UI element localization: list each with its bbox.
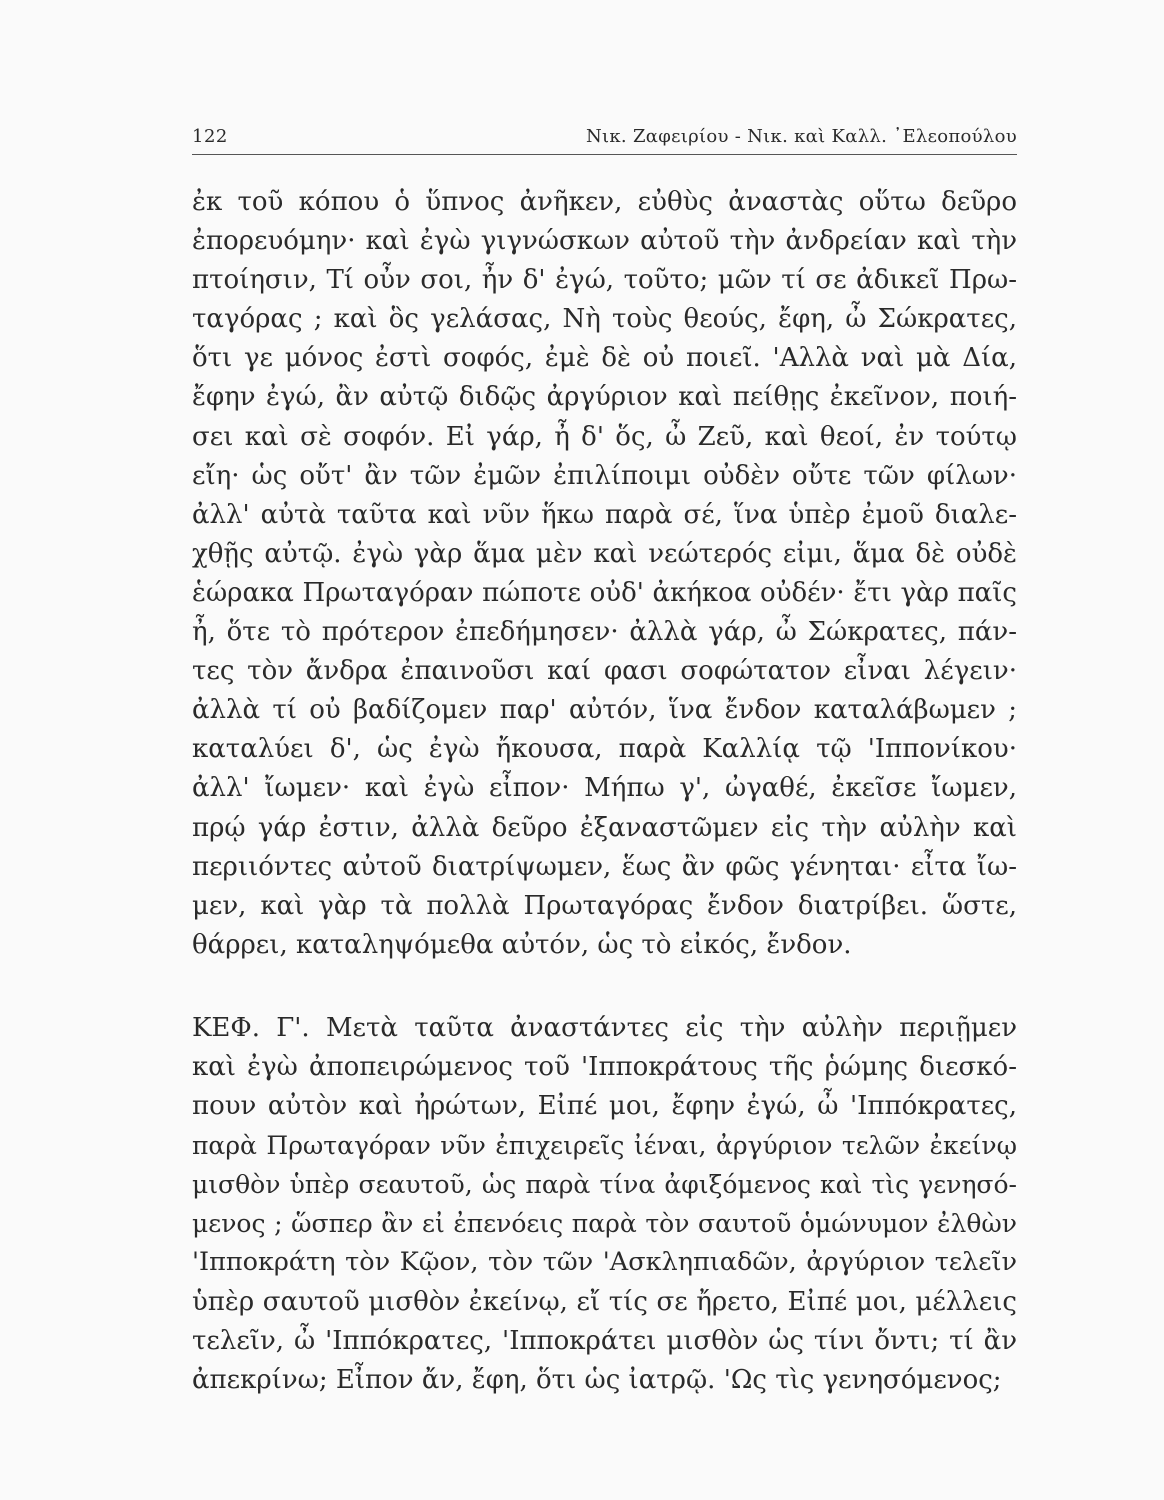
paragraph	[192, 1009, 1017, 1400]
text-line: παρὰ Πρωταγόραν νῦν ἐπιχειρεῖς ἰέναι, ἀργύριον τελῶν ἐκείνῳ	[192, 1131, 1017, 1161]
text-line: πρῴ γάρ ἐστιν, ἀλλὰ δεῦρο ἐξαναστῶμεν εἰς τὴν αὐλὴν καὶ	[192, 812, 1017, 843]
text-line: ὅτι γε μόνος ἐστὶ σοφός, ἐμὲ δὲ οὐ ποιεῖ. 'Αλλὰ ναὶ μὰ Δία,	[192, 343, 1017, 374]
text-line: μισθὸν ὑπὲρ σεαυτοῦ, ὡς παρὰ τίνα ἀφιξόμενος καὶ τὶς γενησό-	[192, 1170, 1017, 1200]
running-head-authors: Νικ. Ζαφειρίου - Νικ. καὶ Καλλ. ᾿Ελεοπούλου	[585, 126, 1017, 147]
text-line: πτοίησιν, Τί οὖν σοι, ἦν δ' ἐγώ, τοῦτο; μῶν τί σε ἀδικεῖ Πρω-	[192, 265, 1017, 296]
running-head	[192, 120, 1017, 155]
text-line: θάρρει, καταληψόμεθα αὐτόν, ὡς τὸ εἰκός, ἔνδον.	[192, 929, 852, 960]
text-line: 'Ιπποκράτη τὸν Κῷον, τὸν τῶν 'Ασκληπιαδῶν, ἀργύριον τελεῖν	[192, 1247, 1017, 1278]
text-line: ταγόρας ; καὶ ὃς γελάσας, Νὴ τοὺς θεούς, ἔφη, ὦ Σώκρατες,	[192, 304, 1017, 335]
text-line: ἀλλ' αὐτὰ ταῦτα καὶ νῦν ἥκω παρὰ σέ, ἵνα ὑπὲρ ἐμοῦ διαλε-	[192, 499, 1017, 530]
text-line: ὑπὲρ σαυτοῦ μισθὸν ἐκείνῳ, εἴ τίς σε ἤρετο, Εἰπέ μοι, μέλλεις	[192, 1286, 1017, 1317]
page-number: 122	[192, 126, 228, 147]
paragraph	[192, 183, 1017, 965]
body-text	[192, 183, 1017, 1400]
text-line: μενος ; ὥσπερ ἂν εἰ ἐπενόεις παρὰ τὸν σαυτοῦ ὁμώνυμον ἐλθὼν	[192, 1209, 1017, 1239]
text-line: ἀλλὰ τί οὐ βαδίζομεν παρ' αὐτόν, ἵνα ἔνδον καταλάβωμεν ;	[192, 695, 1017, 726]
text-line: τελεῖν, ὦ 'Ιππόκρατες, 'Ιπποκράτει μισθὸν ὡς τίνι ὄντι; τί ἂν	[192, 1325, 1017, 1356]
text-line: ἀπεκρίνω; Εἶπον ἄν, ἔφη, ὅτι ὡς ἰατρῷ. 'Ως τὶς γενησόμενος;	[192, 1364, 1002, 1395]
text-line: περιιόντες αὐτοῦ διατρίψωμεν, ἕως ἂν φῶς γένηται· εἶτα ἴω-	[192, 851, 1017, 882]
text-line: μεν, καὶ γὰρ τὰ πολλὰ Πρωταγόρας ἔνδον διατρίβει. ὥστε,	[192, 890, 1017, 921]
text-line: ἐπορευόμην· καὶ ἐγὼ γιγνώσκων αὐτοῦ τὴν ἀνδρείαν καὶ τὴν	[192, 226, 1017, 257]
text-line: ἐκ τοῦ κόπου ὁ ὕπνος ἀνῆκεν, εὐθὺς ἀναστὰς οὕτω δεῦρο	[192, 187, 1017, 217]
text-line: χθῇς αὐτῷ. ἐγὼ γὰρ ἅμα μὲν καὶ νεώτερός εἰμι, ἅμα δὲ οὐδὲ	[192, 538, 1017, 569]
text-line: εἴη· ὡς οὔτ' ἂν τῶν ἐμῶν ἐπιλίποιμι οὐδὲν οὔτε τῶν φίλων·	[192, 460, 1017, 491]
paragraph-gap	[192, 965, 1017, 1009]
text-line: ἑώρακα Πρωταγόραν πώποτε οὐδ' ἀκήκοα οὐδέν· ἔτι γὰρ παῖς	[192, 577, 1017, 608]
text-line: ἔφην ἐγώ, ἂν αὐτῷ διδῷς ἀργύριον καὶ πείθῃς ἐκεῖνον, ποιή-	[192, 382, 1017, 413]
text-line: ἀλλ' ἴωμεν· καὶ ἐγὼ εἶπον· Μήπω γ', ὠγαθέ, ἐκεῖσε ἴωμεν,	[192, 773, 1017, 804]
text-line: καταλύει δ', ὡς ἐγὼ ἤκουσα, παρὰ Καλλίᾳ τῷ 'Ιππονίκου·	[192, 734, 1017, 765]
text-line: ἦ, ὅτε τὸ πρότερον ἐπεδήμησεν· ἀλλὰ γάρ, ὦ Σώκρατες, πάν-	[192, 617, 1017, 648]
text-line: ΚΕΦ. Γ'. Μετὰ ταῦτα ἀναστάντες εἰς τὴν αὐλὴν περιῇμεν	[192, 1012, 1017, 1043]
text-line: καὶ ἐγὼ ἀποπειρώμενος τοῦ 'Ιπποκράτους τῆς ῥώμης διεσκό-	[192, 1051, 1017, 1082]
text-line: τες τὸν ἄνδρα ἐπαινοῦσι καί φασι σοφώτατον εἶναι λέγειν·	[192, 656, 1017, 687]
text-line: πουν αὐτὸν καὶ ἠρώτων, Εἰπέ μοι, ἔφην ἐγώ, ὦ 'Ιππόκρατες,	[192, 1091, 1017, 1122]
text-line: σει καὶ σὲ σοφόν. Εἰ γάρ, ἦ δ' ὅς, ὦ Ζεῦ, καὶ θεοί, ἐν τούτῳ	[192, 421, 1017, 452]
